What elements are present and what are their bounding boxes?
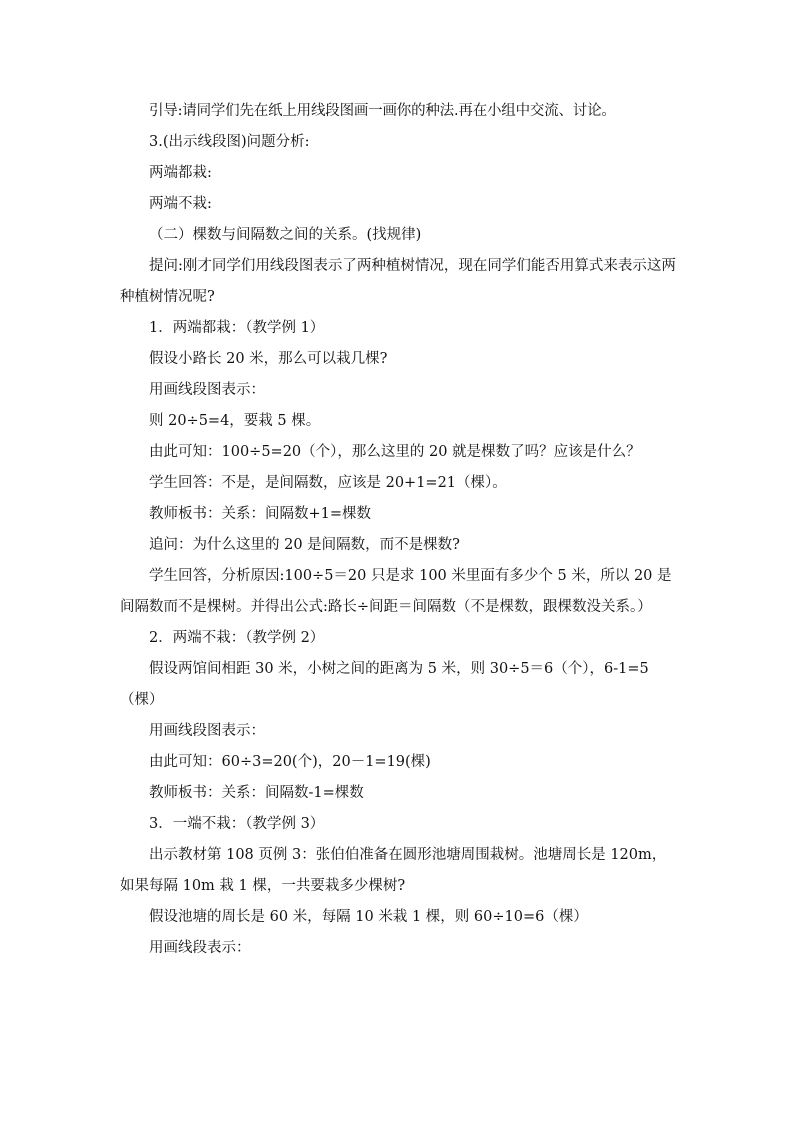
paragraph-example1-calc: 则 20÷5=4，要栽 5 棵。	[149, 413, 321, 429]
section-heading-relationship: （二）棵数与间隔数之间的关系。(找规律)	[149, 227, 422, 243]
paragraph-example3-title: 3．一端不栽：（教学例 3）	[149, 816, 325, 832]
paragraph-follow-up: 追问：为什么这里的 20 是间隔数，而不是棵数?	[149, 537, 460, 553]
paragraph-both-ends-planted: 两端都栽:	[149, 165, 212, 181]
document-body	[120, 96, 680, 964]
paragraph-example3-assumption: 假设池塘的周长是 60 米，每隔 10 米栽 1 棵，则 60÷10=6（棵）	[149, 909, 588, 925]
paragraph-example1-diagram: 用画线段图表示：	[149, 382, 265, 398]
paragraph-guide: 引导:请同学们先在纸上用线段图画一画你的种法.再在小组中交流、讨论。	[149, 103, 616, 119]
paragraph-example2-diagram: 用画线段图表示：	[149, 723, 265, 739]
paragraph-question: 提问:刚才同学们用线段图表示了两种植树情况，现在同学们能否用算式来表示这两种植树情况呢?	[120, 258, 676, 305]
paragraph-example3-diagram: 用画线段表示：	[149, 940, 251, 956]
paragraph-analysis: 学生回答，分析原因:100÷5＝20 只是求 100 米里面有多少个 5 米，所以 20 是间隔数而不是棵树。并得出公式:路长÷间距＝间隔数（不是棵数，跟棵数没关系。）	[120, 568, 672, 615]
paragraph-example1-title: 1．两端都栽：（教学例 1）	[149, 320, 325, 336]
paragraph-student-answer: 学生回答：不是，是间隔数，应该是 20+1=21（棵）。	[149, 475, 507, 491]
paragraph-example3-problem: 出示教材第 108 页例 3：张伯伯准备在圆形池塘周围栽树。池塘周长是 120m，如果每隔 10m 栽 1 棵，一共要栽多少棵树?	[120, 847, 667, 894]
paragraph-example2-assumption: 假设两馆间相距 30 米，小树之间的距离为 5 米，则 30÷5＝6（个），6-1=5（棵）	[120, 661, 649, 708]
paragraph-step3-analysis: 3.(出示线段图)问题分析:	[149, 134, 310, 150]
paragraph-board-note2: 教师板书：关系：间隔数-1=棵数	[149, 785, 364, 801]
paragraph-example2-inference: 由此可知：60÷3=20(个)，20－1=19(棵)	[149, 754, 431, 770]
paragraph-example1-assumption: 假设小路长 20 米，那么可以栽几棵?	[149, 351, 388, 367]
paragraph-inference: 由此可知：100÷5=20（个），那么这里的 20 就是棵数了吗？应该是什么？	[149, 444, 641, 460]
paragraph-both-ends-not-planted: 两端不栽:	[149, 196, 212, 212]
paragraph-example2-title: 2．两端不栽：（教学例 2）	[149, 630, 325, 646]
paragraph-board-note1: 教师板书：关系：间隔数+1=棵数	[149, 506, 372, 522]
